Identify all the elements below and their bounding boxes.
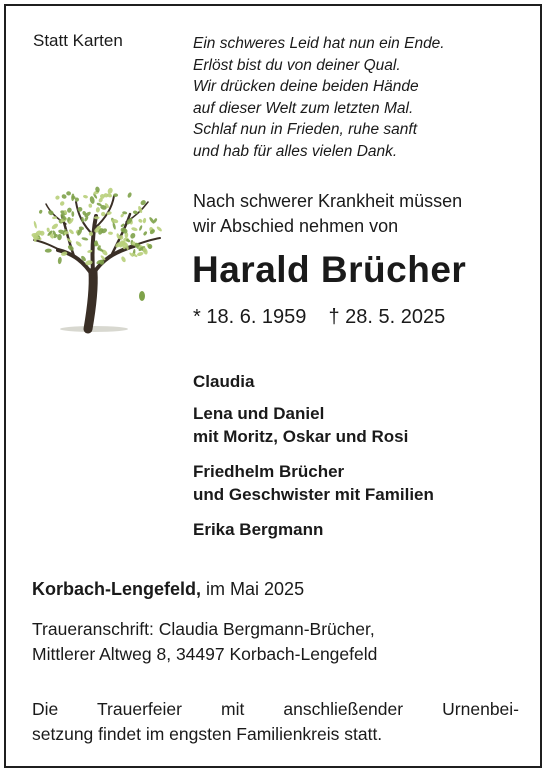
- tree-icon: [22, 176, 172, 338]
- family-group: [193, 460, 434, 506]
- life-dates: [193, 306, 445, 329]
- poem-line: Schlaf nun in Frieden, ruhe sanft: [193, 121, 418, 138]
- death-date: † 28. 5. 2025: [328, 306, 446, 328]
- intro-text: [193, 189, 462, 239]
- notice-line: Die Trauerfeier mit anschließender Urnenbei-: [32, 699, 519, 719]
- address-line: Mittlerer Altweg 8, 34497 Korbach-Lengefeld: [32, 644, 378, 664]
- notice-line: setzung findet im engsten Familienkreis statt.: [32, 724, 383, 744]
- family-line: mit Moritz, Oskar und Rosi: [193, 427, 409, 446]
- family-group: [193, 370, 254, 393]
- family-line: und Geschwister mit Familien: [193, 485, 434, 504]
- poem-line: Erlöst bist du von deiner Qual.: [193, 56, 401, 74]
- family-line: Claudia: [193, 372, 255, 391]
- birth-date: * 18. 6. 1959: [193, 306, 307, 328]
- family-group: [193, 402, 408, 448]
- place-name: Korbach-Lengefeld,: [32, 579, 202, 599]
- deceased-name: Harald Brücher: [192, 249, 467, 290]
- address-line: Traueranschrift: Claudia Bergmann-Brücher,: [32, 619, 375, 639]
- mourning-address: [32, 617, 377, 667]
- place-date: [32, 579, 304, 600]
- funeral-notice: [32, 697, 519, 747]
- poem-line: auf dieser Welt zum letzten Mal.: [193, 99, 414, 117]
- intro-line: wir Abschied nehmen von: [193, 216, 399, 236]
- poem-line: Wir drücken deine beiden Hände: [193, 78, 419, 95]
- statt-karten-label: Statt Karten: [33, 31, 123, 50]
- family-line: Lena und Daniel: [193, 404, 325, 423]
- notice-date: im Mai 2025: [206, 579, 305, 599]
- family-line: Friedhelm Brücher: [193, 462, 345, 481]
- intro-line: Nach schwerer Krankheit müssen: [193, 191, 463, 211]
- poem-line: und hab für alles vielen Dank.: [193, 142, 398, 160]
- family-line: Erika Bergmann: [193, 520, 324, 539]
- family-group: [193, 518, 323, 541]
- poem-line: Ein schweres Leid hat nun ein Ende.: [193, 35, 445, 52]
- poem: [193, 33, 445, 162]
